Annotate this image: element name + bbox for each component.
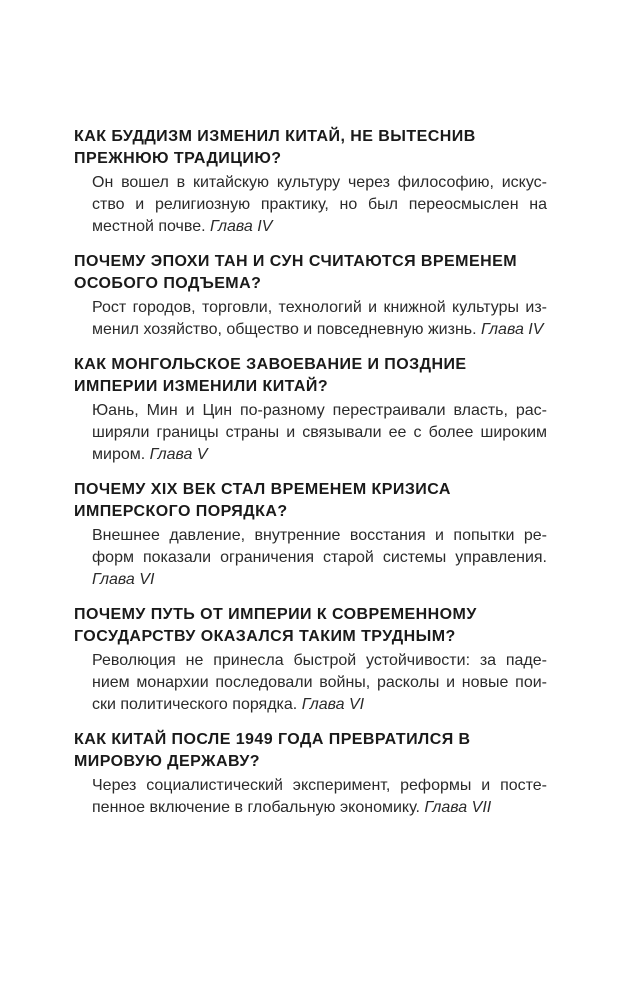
answer-text [74, 775, 547, 819]
answer-body: Через социалистический эксперимент, реформы и постепенное включение в глобальную экономику. [92, 777, 547, 816]
answer-body: Он вошел в китайскую культуру через философию, искусство и религиозную практику, но был переосмыслен на местной почве. [92, 174, 547, 235]
question-heading: КАК БУДДИЗМ ИЗМЕНИЛ КИТАЙ, НЕ ВЫТЕСНИВ ПРЕЖНЮЮ ТРАДИЦИЮ? [74, 128, 476, 167]
qa-entry-buddhism [74, 126, 547, 238]
chapter-reference: Глава VI [301, 696, 365, 713]
chapter-reference: Глава VI [92, 571, 155, 588]
answer-text [74, 297, 547, 341]
chapter-reference: Глава VII [424, 799, 492, 816]
chapter-reference: Глава V [149, 446, 208, 463]
qa-entry-modern-state [74, 604, 547, 716]
question-heading: ПОЧЕМУ XIX ВЕК СТАЛ ВРЕМЕНЕМ КРИЗИСА ИМПЕРСКОГО ПОРЯДКА? [74, 481, 451, 520]
chapter-reference: Глава IV [210, 218, 273, 235]
chapter-reference: Глава IV [481, 321, 544, 338]
book-page [74, 126, 547, 832]
answer-text [74, 172, 547, 238]
question-heading: КАК МОНГОЛЬСКОЕ ЗАВОЕВАНИЕ И ПОЗДНИЕ ИМПЕРИИ ИЗМЕНИЛИ КИТАЙ? [74, 356, 467, 395]
answer-body: Внешнее давление, внутренние восстания и попытки реформ показали ограничения старой системы управления. [92, 527, 547, 566]
qa-entry-mongol-empires [74, 354, 547, 466]
answer-body: Революция не принесла быстрой устойчивости: за падением монархии последовали войны, расколы и новые поиски политического порядка. [92, 652, 547, 713]
answer-body: Юань, Мин и Цин по-разному перестраивали власть, расширяли границы страны и связывали ее с более широким миром. [92, 402, 547, 463]
answer-body: Рост городов, торговли, технологий и книжной культуры изменил хозяйство, общество и повседневную жизнь. [92, 299, 547, 338]
qa-entry-19th-century [74, 479, 547, 591]
question-heading: КАК КИТАЙ ПОСЛЕ 1949 ГОДА ПРЕВРАТИЛСЯ В МИРОВУЮ ДЕРЖАВУ? [74, 731, 471, 770]
qa-entry-tang-song [74, 251, 547, 341]
answer-text [74, 525, 547, 591]
question-heading: ПОЧЕМУ ПУТЬ ОТ ИМПЕРИИ К СОВРЕМЕННОМУ ГОСУДАРСТВУ ОКАЗАЛСЯ ТАКИМ ТРУДНЫМ? [74, 606, 477, 645]
qa-entry-after-1949 [74, 729, 547, 819]
answer-text [74, 400, 547, 466]
question-heading: ПОЧЕМУ ЭПОХИ ТАН И СУН СЧИТАЮТСЯ ВРЕМЕНЕМ ОСОБОГО ПОДЪЕМА? [74, 253, 517, 292]
answer-text [74, 650, 547, 716]
